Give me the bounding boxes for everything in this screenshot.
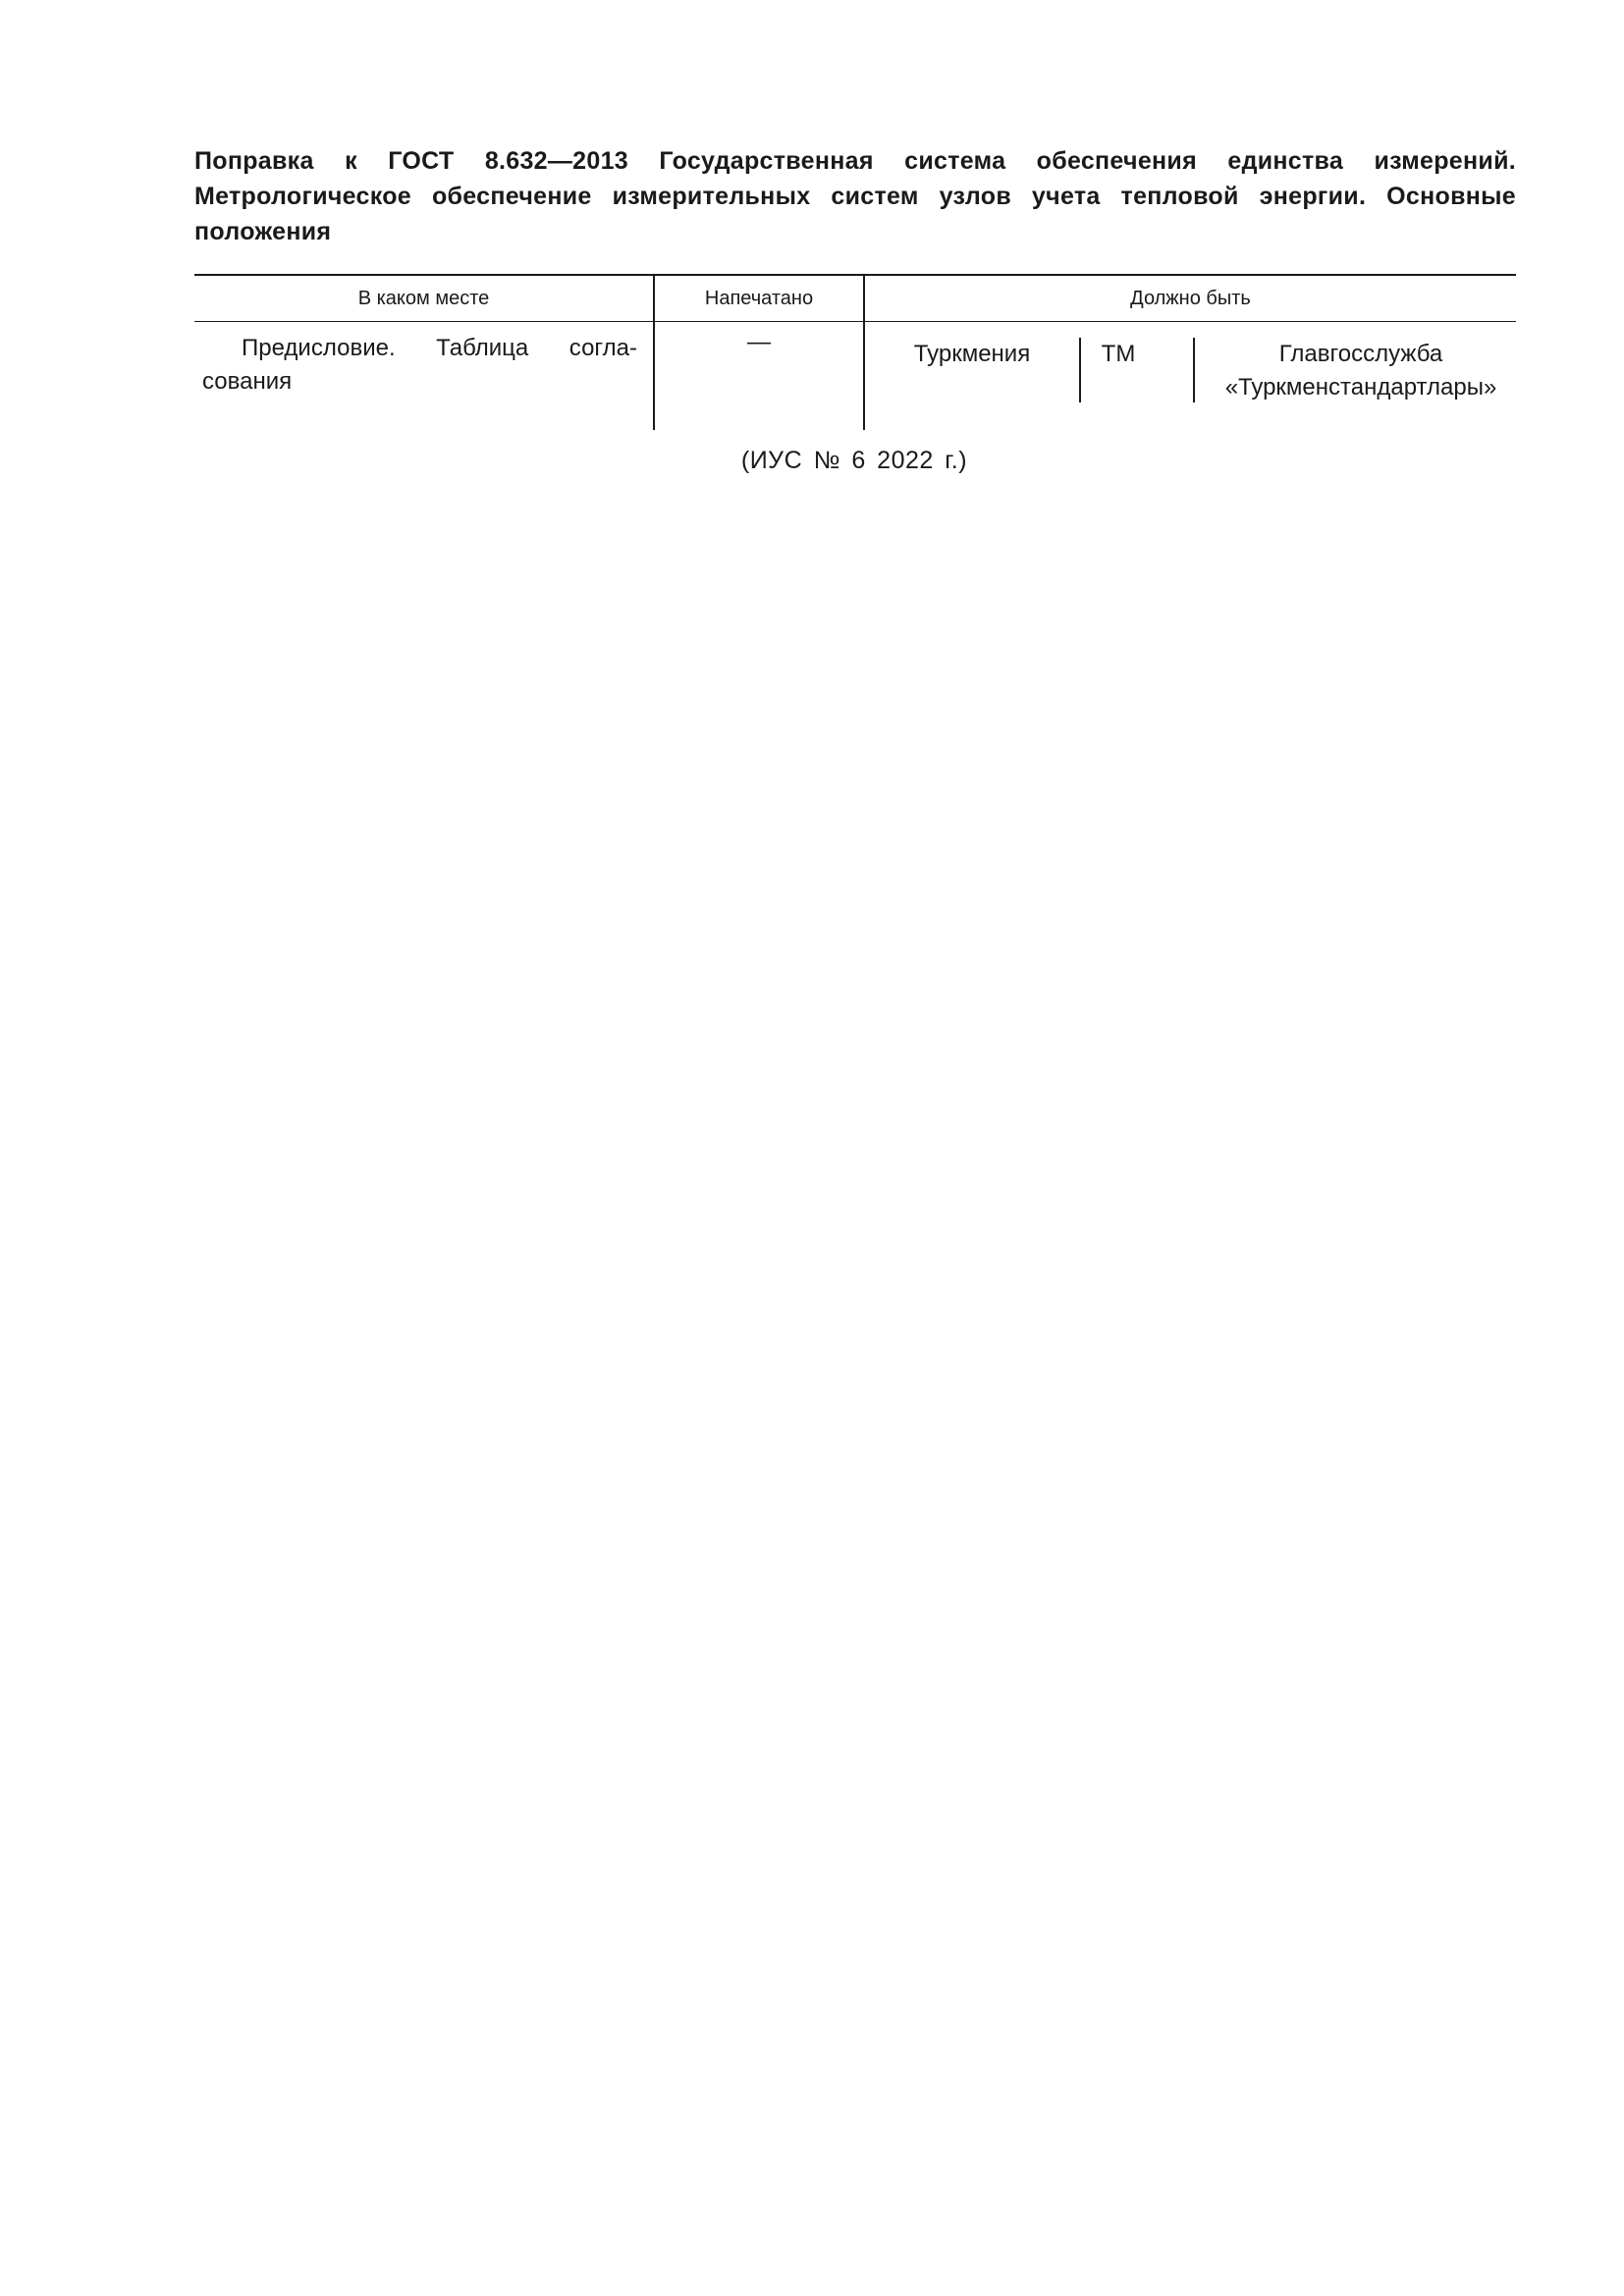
organization-name [1205, 338, 1517, 404]
amendment-table [194, 274, 1516, 430]
country-code: ТМ [1101, 341, 1136, 367]
should-be-group [865, 322, 1516, 420]
cell-place: Предисловие. Таблица согласования [194, 322, 654, 431]
header-printed: Напечатано [654, 275, 864, 322]
organization-line-1: Главгосслужба [1278, 341, 1443, 367]
source-note: (ИУС № 6 2022 г.) [740, 447, 968, 474]
organization-line-2: «Туркменстандартлары» [1224, 374, 1497, 400]
country-name: Туркмения [913, 341, 1031, 367]
cell-should-be [864, 322, 1516, 431]
column-divider [1193, 338, 1195, 402]
cell-printed: — [654, 322, 864, 431]
table-row [194, 322, 1516, 431]
table-header-row [194, 275, 1516, 322]
header-should-be: Должно быть [864, 275, 1516, 322]
header-place: В каком месте [194, 275, 654, 322]
document-title: Поправка к ГОСТ 8.632—2013 Государственная система обеспечения единства измерений. Метрологическое обеспечение измерительных систем узлов учета тепловой энергии. Основные положения [194, 147, 1516, 245]
